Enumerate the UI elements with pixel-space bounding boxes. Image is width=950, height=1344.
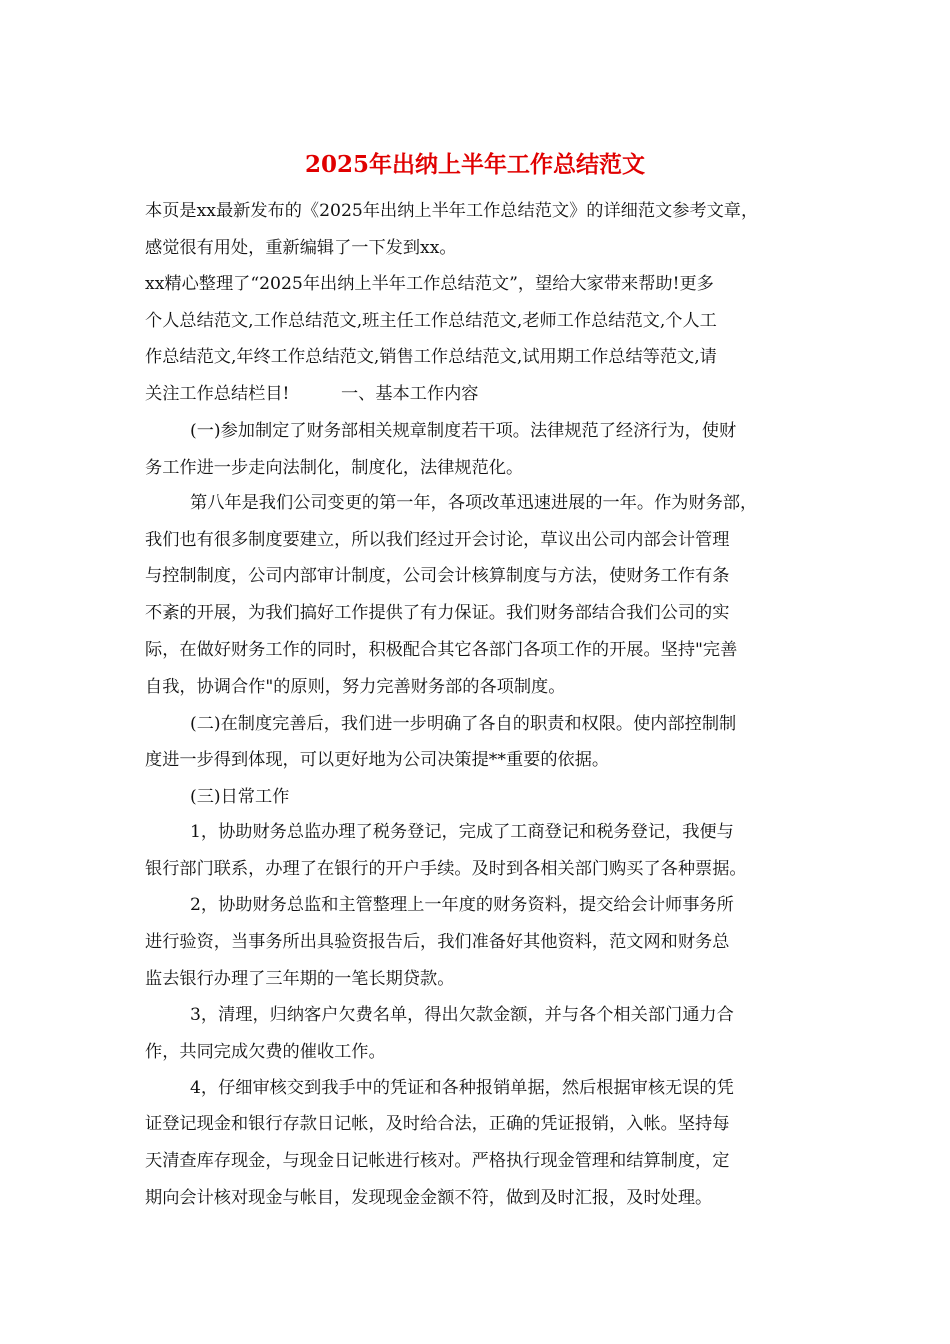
text-line: 3，清理，归纳客户欠费名单，得出欠款金额，并与各个相关部门通力合 [190, 1005, 734, 1025]
text-line: (二)在制度完善后，我们进一步明确了各自的职责和权限。使内部控制制 [190, 714, 737, 734]
text-line: 进行验资，当事务所出具验资报告后，我们准备好其他资料，范文网和财务总 [145, 932, 730, 952]
text-line: 关注工作总结栏目! 一、基本工作内容 [145, 384, 479, 404]
text-line: 不紊的开展，为我们搞好工作提供了有力保证。我们财务部结合我们公司的实 [145, 603, 730, 623]
text-line: 感觉很有用处，重新编辑了一下发到xx。 [145, 238, 457, 258]
text-line: 天清查库存现金，与现金日记帐进行核对。严格执行现金管理和结算制度，定 [145, 1151, 730, 1171]
text-line: (三)日常工作 [190, 787, 290, 807]
text-line: 自我，协调合作"的原则，努力完善财务部的各项制度。 [145, 677, 566, 697]
text-line: 作，共同完成欠费的催收工作。 [145, 1042, 386, 1062]
text-line: 第八年是我们公司变更的第一年，各项改革迅速进展的一年。作为财务部， [190, 493, 758, 513]
text-line: 个人总结范文,工作总结范文,班主任工作总结范文,老师工作总结范文,个人工 [145, 311, 717, 331]
text-line: 1，协助财务总监办理了税务登记，完成了工商登记和税务登记，我便与 [190, 822, 734, 842]
text-line: 际，在做好财务工作的同时，积极配合其它各部门各项工作的开展。坚持"完善 [145, 640, 738, 660]
text-line: 期向会计核对现金与帐目，发现现金金额不符，做到及时汇报，及时处理。 [145, 1188, 713, 1208]
text-line: 我们也有很多制度要建立，所以我们经过开会讨论，草议出公司内部会计管理 [145, 530, 730, 550]
text-line: 务工作进一步走向法制化，制度化，法律规范化。 [145, 458, 524, 478]
text-line: 监去银行办理了三年期的一笔长期贷款。 [145, 969, 455, 989]
text-line: (一)参加制定了财务部相关规章制度若干项。法律规范了经济行为，使财 [190, 421, 737, 441]
text-line: 银行部门联系，办理了在银行的开户手续。及时到各相关部门购买了各种票据。 [145, 859, 747, 879]
text-line: 度进一步得到体现，可以更好地为公司决策提**重要的依据。 [145, 750, 610, 770]
text-line: 与控制制度，公司内部审计制度，公司会计核算制度与方法，使财务工作有条 [145, 566, 730, 586]
text-line: 证登记现金和银行存款日记帐，及时给合法，正确的凭证报销，入帐。坚持每 [145, 1114, 730, 1134]
text-line: 作总结范文,年终工作总结范文,销售工作总结范文,试用期工作总结等范文,请 [145, 347, 717, 367]
document-title: 2025年出纳上半年工作总结范文 [304, 151, 645, 178]
text-line: xx精心整理了“2025年出纳上半年工作总结范文”，望给大家带来帮助!更多 [145, 274, 714, 294]
text-line: 2，协助财务总监和主管整理上一年度的财务资料，提交给会计师事务所 [190, 895, 734, 915]
text-line: 本页是xx最新发布的《2025年出纳上半年工作总结范文》的详细范文参考文章， [145, 201, 759, 221]
text-line: 4，仔细审核交到我手中的凭证和各种报销单据，然后根据审核无误的凭 [190, 1078, 734, 1098]
